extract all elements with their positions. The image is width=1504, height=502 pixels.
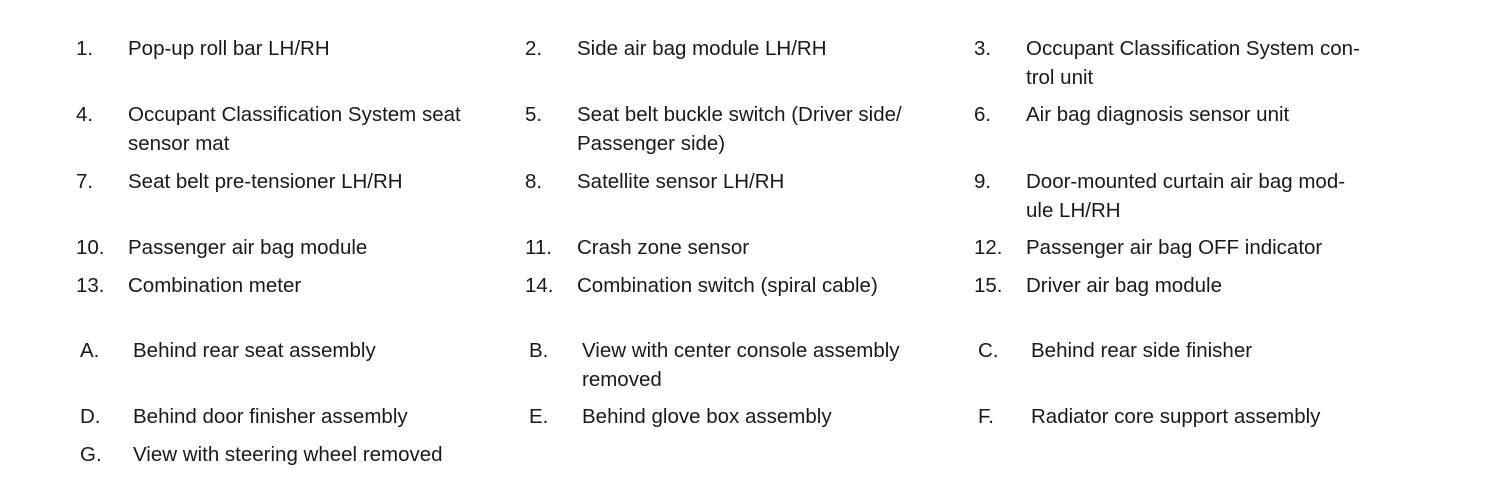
item-text: View with steering wheel removed xyxy=(133,443,443,466)
item-number: 1. xyxy=(76,37,94,60)
item-letter: C. xyxy=(978,339,999,362)
item-letter: B. xyxy=(529,339,549,362)
item-number: 9. xyxy=(974,170,992,193)
item-text: Behind rear seat assembly xyxy=(133,339,376,362)
item-text: Side air bag module LH/RH xyxy=(577,37,827,60)
item-text: Passenger air bag OFF indicator xyxy=(1026,236,1323,259)
item-letter: G. xyxy=(80,443,102,466)
item-number: 11. xyxy=(525,236,552,259)
item-text: Passenger air bag module xyxy=(128,236,368,259)
item-letter: A. xyxy=(80,339,100,362)
item-number: 14. xyxy=(525,274,554,297)
item-number: 15. xyxy=(974,274,1003,297)
item-number: 8. xyxy=(525,170,543,193)
item-number: 10. xyxy=(76,236,105,259)
item-text: Combination meter xyxy=(128,274,302,297)
item-text: Pop-up roll bar LH/RH xyxy=(128,37,330,60)
item-number: 6. xyxy=(974,103,992,126)
item-text: Satellite sensor LH/RH xyxy=(577,170,785,193)
item-text: Behind door finisher assembly xyxy=(133,405,408,428)
item-text: Air bag diagnosis sensor unit xyxy=(1026,103,1290,126)
item-number: 5. xyxy=(525,103,543,126)
item-letter: E. xyxy=(529,405,549,428)
item-text: Occupant Classification System con- xyxy=(1026,37,1360,60)
item-number: 12. xyxy=(974,236,1003,259)
item-number: 13. xyxy=(76,274,105,297)
item-letter: F. xyxy=(978,405,994,428)
item-text: View with center console assembly xyxy=(582,339,900,362)
item-text: Radiator core support assembly xyxy=(1031,405,1321,428)
item-text: Behind rear side finisher xyxy=(1031,339,1253,362)
item-number: 3. xyxy=(974,37,992,60)
item-text: Combination switch (spiral cable) xyxy=(577,274,878,297)
item-number: 7. xyxy=(76,170,94,193)
item-text: Driver air bag module xyxy=(1026,274,1222,297)
item-text: Behind glove box assembly xyxy=(582,405,832,428)
item-number: 2. xyxy=(525,37,543,60)
item-text: Crash zone sensor xyxy=(577,236,750,259)
item-letter: D. xyxy=(80,405,101,428)
item-text-continued: sensor mat xyxy=(128,132,230,155)
item-text: Seat belt pre-tensioner LH/RH xyxy=(128,170,403,193)
item-text-continued: Passenger side) xyxy=(577,132,726,155)
item-text-continued: ule LH/RH xyxy=(1026,199,1121,222)
item-text: Door-mounted curtain air bag mod- xyxy=(1026,170,1346,193)
item-text-continued: trol unit xyxy=(1026,66,1094,89)
item-text: Seat belt buckle switch (Driver side/ xyxy=(577,103,902,126)
item-text: Occupant Classification System seat xyxy=(128,103,461,126)
item-number: 4. xyxy=(76,103,94,126)
item-text-continued: removed xyxy=(582,368,662,391)
